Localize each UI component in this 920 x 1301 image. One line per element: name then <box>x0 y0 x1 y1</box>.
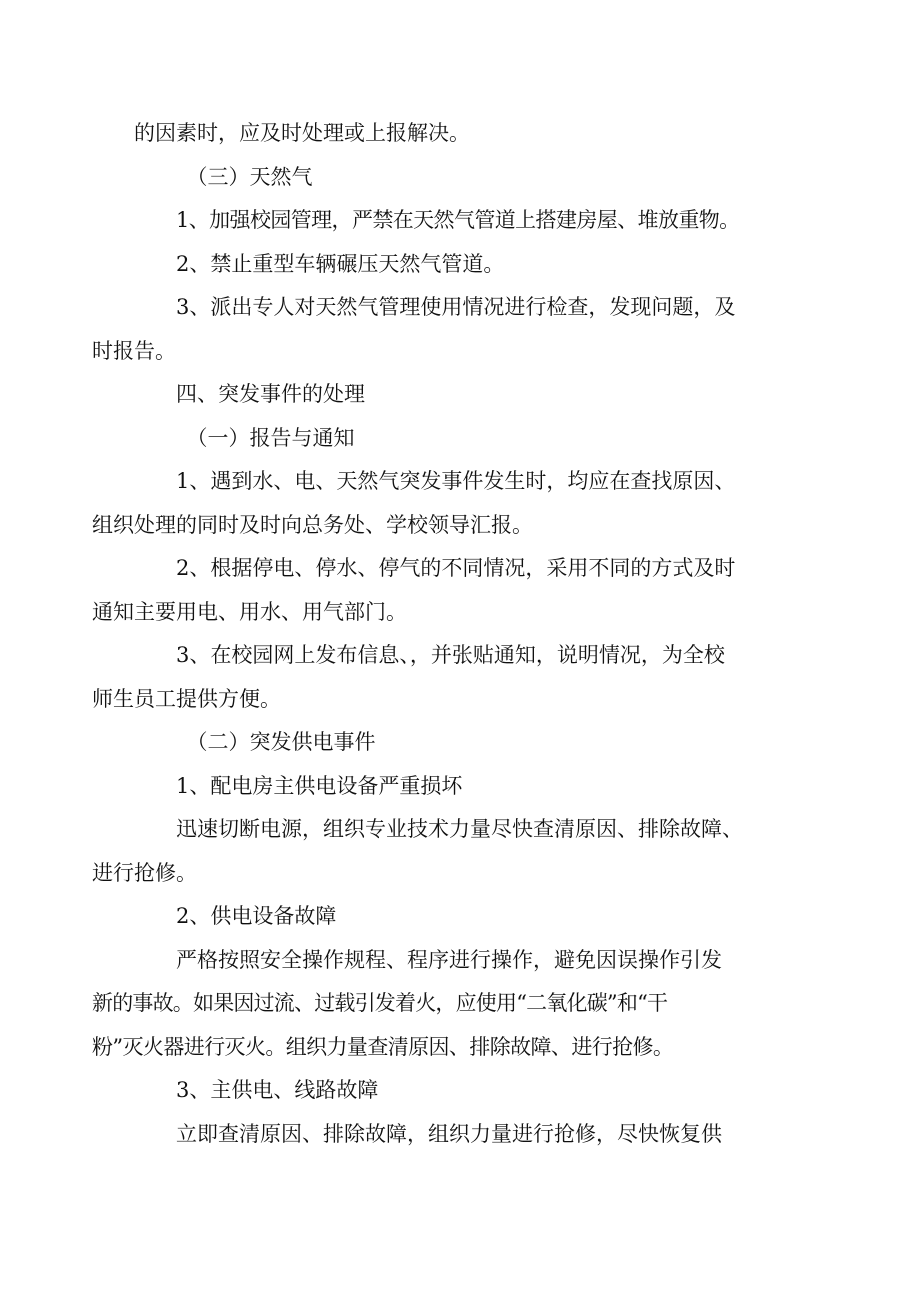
text-line: 进行抢修。 <box>92 860 197 885</box>
paragraph <box>134 243 804 287</box>
text-line: 时报告。 <box>92 338 176 363</box>
paragraph <box>92 547 804 634</box>
text-line: 2、禁止重型车辆碾压天然气管道。 <box>176 251 505 276</box>
paragraph <box>92 286 804 373</box>
text-line: 迅速切断电源，组织专业技术力量尽快查清原因、排除故障、 <box>176 817 743 841</box>
text-line: 3、主供电、线路故障 <box>176 1078 379 1102</box>
paragraph <box>92 939 804 1070</box>
section-heading <box>134 156 804 200</box>
section-heading <box>134 417 804 461</box>
section-heading <box>134 373 804 417</box>
paragraph <box>92 808 804 895</box>
text-line: 1、配电房主供电设备严重损坏 <box>176 773 463 798</box>
text-line: 的因素时，应及时处理或上报解决。 <box>134 121 470 145</box>
paragraph <box>134 1069 804 1113</box>
text-line: 1、遇到水、电、天然气突发事件发生时，均应在查找原因、 <box>176 469 736 493</box>
text-line: 3、派出专人对天然气管理使用情况进行检查，发现问题，及 <box>176 295 736 319</box>
text-line: 粉”灭火器进行灭火。组织力量查清原因、排除故障、进行抢修。 <box>92 1034 674 1059</box>
text-line: 3、在校园网上发布信息、，并张贴通知，说明情况，为全校 <box>176 643 725 667</box>
paragraph <box>134 765 804 809</box>
paragraph <box>92 460 804 547</box>
text-line: （三）天然气 <box>186 164 313 189</box>
text-line: 新的事故。如果因过流、过载引发着火，应使用“二氧化碳”和“干 <box>92 991 668 1015</box>
text-line: 严格按照安全操作规程、程序进行操作，避免因误操作引发 <box>176 947 722 972</box>
paragraph <box>134 199 804 243</box>
text-line: 立即查清原因、排除故障，组织力量进行抢修，尽快恢复供 <box>176 1121 722 1146</box>
paragraph <box>134 1113 804 1157</box>
section-heading <box>134 721 804 765</box>
paragraph <box>134 112 804 156</box>
paragraph <box>134 895 804 939</box>
text-line: 师生员工提供方便。 <box>92 686 281 711</box>
text-line: （二）突发供电事件 <box>186 730 376 754</box>
text-line: 1、加强校园管理，严禁在天然气管道上搭建房屋、堆放重物。 <box>176 208 740 232</box>
document-body <box>92 112 804 1156</box>
text-line: 2、根据停电、停水、停气的不同情况，采用不同的方式及时 <box>176 556 736 580</box>
paragraph <box>92 634 804 721</box>
text-line: 通知主要用电、用水、用气部门。 <box>92 599 407 624</box>
text-line: 四、突发事件的处理 <box>176 382 365 406</box>
text-line: （一）报告与通知 <box>186 425 355 450</box>
text-line: 2、供电设备故障 <box>176 904 337 928</box>
text-line: 组织处理的同时及时向总务处、学校领导汇报。 <box>92 512 533 537</box>
